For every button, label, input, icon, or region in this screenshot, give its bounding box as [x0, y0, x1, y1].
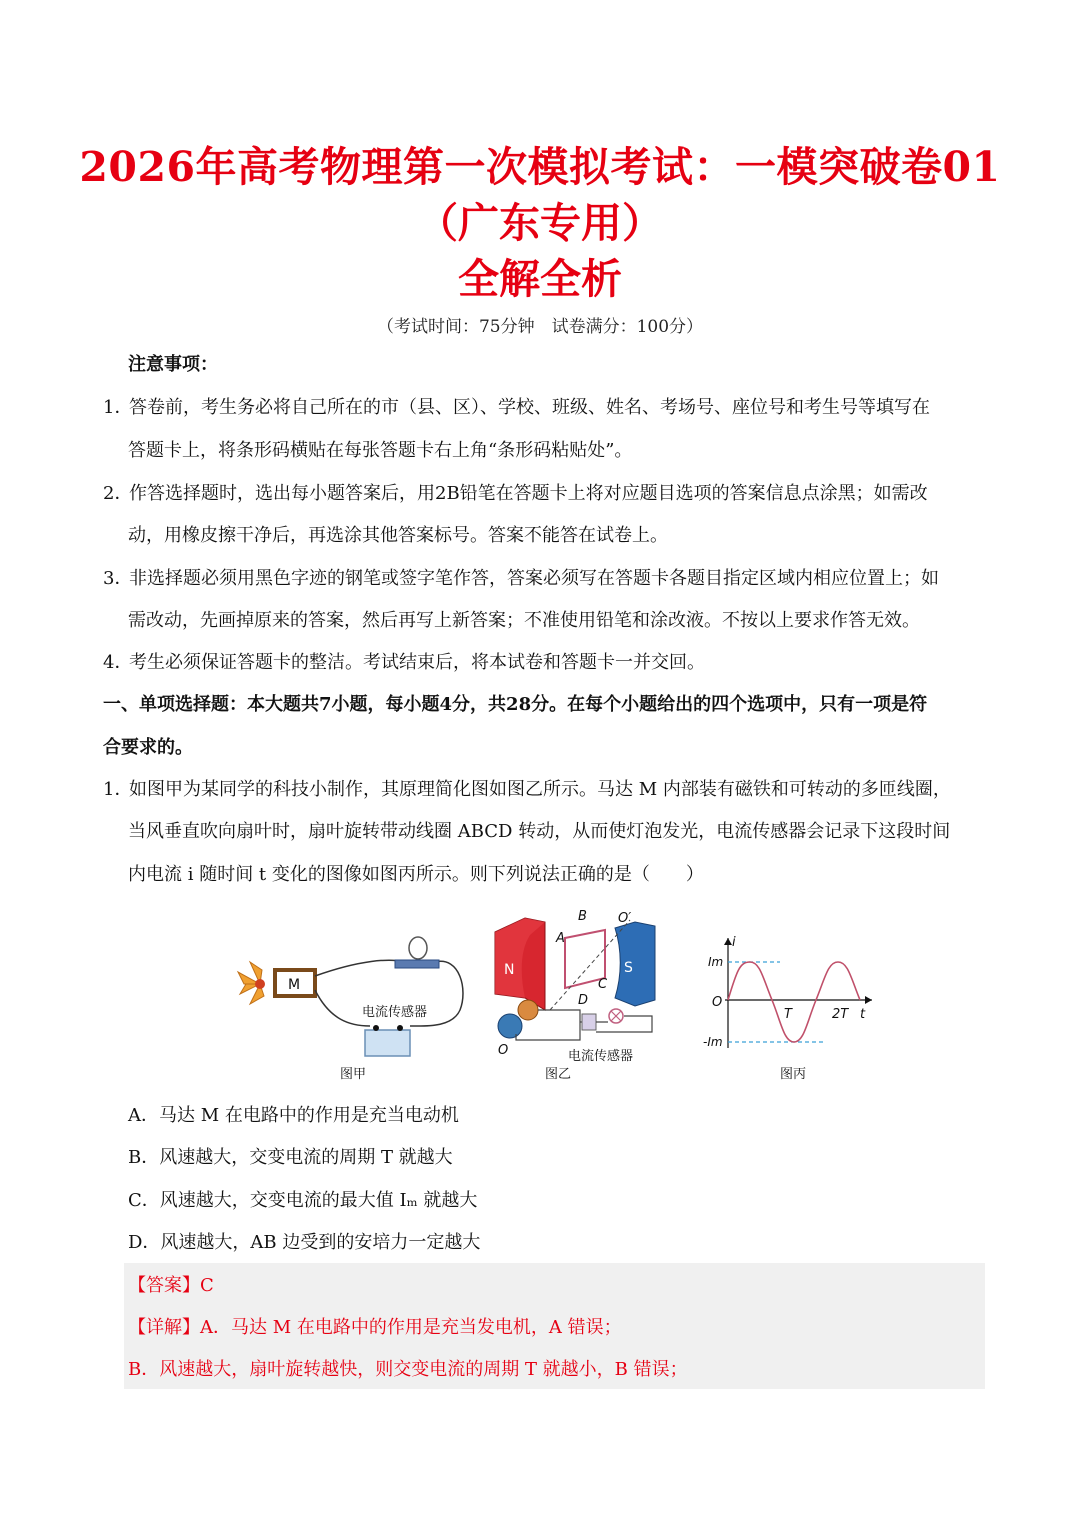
slip-ring-2: [498, 1014, 522, 1038]
title-line-1: 2026年高考物理第一次模拟考试：一模突破卷01: [79, 143, 1001, 191]
notice-heading: 注意事项：: [128, 354, 218, 375]
bulb: [409, 937, 427, 959]
pole-n: N: [504, 962, 515, 978]
notice-text: 作答选择题时，选出每小题答案后，用2B铅笔在答题卡上将对应题目选项的答案信息点涂黑；如需改: [129, 483, 928, 504]
graph-T: T: [784, 1007, 792, 1022]
title-line-2: （广东专用）: [417, 199, 663, 247]
option-c: C．风速越大，交变电流的最大值 Iₘ 就越大: [128, 1190, 478, 1211]
question-1-line-1: [103, 777, 951, 803]
detail-a: [128, 1315, 622, 1341]
option-a: A．马达 M 在电路中的作用是充当电动机: [128, 1105, 459, 1126]
notice-num: 4．: [103, 652, 133, 673]
fig1-caption: 图甲: [340, 1067, 367, 1082]
graph-i: i: [732, 935, 736, 950]
section-heading: 一、单项选择题：本大题共7小题，每小题4分，共28分。在每个小题给出的四个选项中，只有一项是符: [103, 694, 928, 715]
figure-bing: [703, 935, 872, 1082]
detail-label: 【详解】: [128, 1317, 200, 1338]
section-heading-cont: 合要求的。: [103, 737, 193, 758]
label-a: A: [556, 931, 565, 946]
magnet-s: [615, 922, 655, 1006]
figure-area: [220, 900, 900, 1090]
label-o-prime: O′: [618, 911, 632, 926]
option-b: B．风速越大，交变电流的周期 T 就越大: [128, 1147, 453, 1168]
sensor-label-jia: 电流传感器: [362, 1005, 428, 1020]
notice-num: 2．: [103, 483, 133, 504]
notice-item-1-cont: 答题卡上，将条形码横贴在每张答题卡右上角“条形码粘贴处”。: [128, 440, 633, 461]
notice-item-3-cont: 需改动，先画掉原来的答案，然后再写上新答案；不准使用铅笔和涂改液。不按以上要求作答无效。: [128, 610, 920, 631]
sensor-box-jia: [365, 1030, 410, 1056]
graph-neg-im: -Im: [703, 1035, 723, 1049]
notice-text: 非选择题必须用黑色字迹的钢笔或签字笔作答，答案必须写在答题卡各题目指定区域内相应位置上；如: [129, 568, 939, 589]
fig2-caption: 图乙: [545, 1067, 572, 1082]
graph-im: Im: [708, 955, 724, 969]
notice-item-2-cont: 动，用橡皮擦干净后，再选涂其他答案标号。答案不能答在试卷上。: [128, 525, 668, 546]
graph-t: t: [860, 1007, 866, 1022]
notice-item-4: [103, 650, 705, 676]
label-d: D: [578, 993, 589, 1008]
figure-jia: [238, 937, 463, 1082]
motor-label: M: [288, 977, 301, 993]
sensor-box-yi: [582, 1014, 596, 1030]
answer: 【答案】C: [128, 1275, 214, 1296]
fig3-caption: 图丙: [780, 1067, 807, 1082]
question-1-line-2: 当风垂直吹向扇叶时，扇叶旋转带动线圈 ABCD 转动，从而使灯泡发光，电流传感器会记录下这段时间: [128, 821, 951, 842]
detail-b: B．风速越大，扇叶旋转越快，则交变电流的周期 T 就越小，B 错误；: [128, 1359, 688, 1380]
sine-curve: [728, 962, 860, 1042]
notice-text: 考生必须保证答题卡的整洁。考试结束后，将本试卷和答题卡一并交回。: [129, 652, 705, 673]
graph-o: O: [712, 995, 723, 1010]
sensor-label-yi: 电流传感器: [568, 1049, 634, 1064]
label-b: B: [578, 909, 587, 924]
label-c: C: [598, 977, 608, 992]
slip-ring-1: [518, 1000, 538, 1020]
title-line-3: 全解全析: [458, 255, 622, 303]
bulb-base: [395, 960, 439, 968]
notice-num: 1．: [103, 397, 133, 418]
question-1-line-3: 内电流 i 随时间 t 变化的图像如图丙所示。则下列说法正确的是（ ）: [128, 864, 704, 885]
exam-info: （考试时间：75分钟 试卷满分：100分）: [376, 317, 704, 337]
question-text: 如图甲为某同学的科技小制作，其原理简化图如图乙所示。马达 M 内部装有磁铁和可转动的多匝线圈，: [129, 779, 951, 800]
pole-s: S: [624, 960, 633, 976]
figure-yi: [495, 909, 655, 1082]
option-d: D．风速越大，AB 边受到的安培力一定越大: [128, 1232, 481, 1253]
notice-num: 3．: [103, 568, 133, 589]
notice-text: 答卷前，考生务必将自己所在的市（县、区）、学校、班级、姓名、考场号、座位号和考生号等填写在: [129, 397, 930, 418]
question-num: 1．: [103, 779, 133, 800]
label-o: O: [498, 1043, 509, 1058]
detail-a-text: A．马达 M 在电路中的作用是充当发电机，A 错误；: [200, 1317, 622, 1338]
notice-item-1: [103, 395, 930, 421]
fan-hub: [255, 979, 265, 989]
notice-item-2: [103, 481, 928, 507]
graph-2T: 2T: [832, 1007, 849, 1022]
notice-item-3: [103, 566, 939, 592]
